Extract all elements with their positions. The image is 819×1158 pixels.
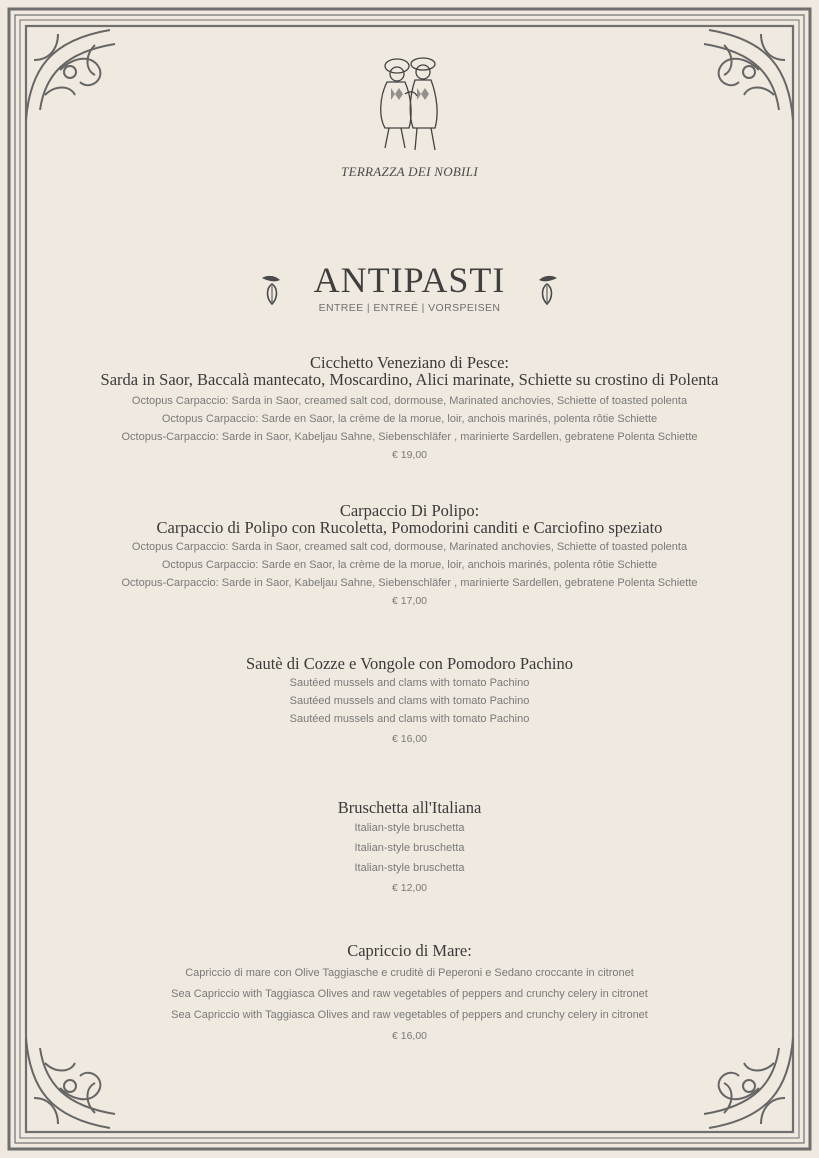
nobles-illustration-icon (365, 48, 455, 158)
dish-description: Italian-style bruschetta (354, 842, 465, 854)
dish-description: Octopus Carpaccio: Sarda in Saor, creamed salt cod, dormouse, Marinated anchovies, Schiette of toasted polenta (131, 541, 688, 553)
dish-item (40, 799, 779, 898)
dish-price: € 12,00 (391, 882, 428, 894)
dish-description: Octopus Carpaccio: Sarde en Saor, la crème de la morue, loir, anchois marinés, polenta rôtie Schiette (161, 559, 658, 571)
dish-name: Capriccio di Mare: (347, 941, 472, 960)
dish-item (40, 502, 779, 610)
logo (0, 48, 819, 180)
dish-description: Sautéed mussels and clams with tomato Pachino (289, 695, 530, 707)
dish-description: Sautéed mussels and clams with tomato Pachino (289, 677, 530, 689)
dish-description: Italian-style bruschetta (354, 862, 465, 874)
dish-description: Capriccio di mare con Olive Taggiasche e cruditè di Peperoni e Sedano croccante in citronet (185, 967, 634, 979)
dish-name-detail: Carpaccio di Polipo con Rucoletta, Pomodorini canditi e Carciofino speziato (156, 518, 663, 537)
dish-description: Sea Capriccio with Taggiasca Olives and raw vegetables of peppers and crunchy celery in citronet (171, 988, 648, 1000)
dish-description: Sea Capriccio with Taggiasca Olives and raw vegetables of peppers and crunchy celery in citronet (171, 1009, 648, 1021)
dish-name-detail: Sarda in Saor, Baccalà mantecato, Moscardino, Alici marinate, Schiette su crostino di Polenta (100, 370, 719, 389)
section-subtitle: ENTREE | ENTREÉ | VORSPEISEN (318, 302, 501, 314)
dish-name: Carpaccio Di Polipo: (339, 501, 480, 520)
dish-description: Octopus Carpaccio: Sarde en Saor, la crème de la morue, loir, anchois marinés, polenta rôtie Schiette (161, 413, 658, 425)
dish-item (40, 942, 779, 1047)
dish-description: Sautéed mussels and clams with tomato Pachino (289, 713, 530, 725)
dish-item (40, 655, 779, 748)
dish-name: Cicchetto Veneziano di Pesce: (309, 353, 509, 372)
dish-price: € 17,00 (391, 595, 428, 607)
dish-description: Octopus Carpaccio: Sarda in Saor, creamed salt cod, dormouse, Marinated anchovies, Schiette of toasted polenta (131, 395, 688, 407)
dish-name: Sautè di Cozze e Vongole con Pomodoro Pachino (245, 654, 574, 673)
dish-price: € 19,00 (391, 449, 428, 461)
dish-description: Italian-style bruschetta (354, 822, 465, 834)
dish-price: € 16,00 (391, 1030, 428, 1042)
section-title: ANTIPASTI (313, 260, 506, 300)
dish-item (40, 354, 779, 464)
section-heading (0, 260, 819, 314)
brand-name: TERRAZZA DEI NOBILI (341, 164, 478, 179)
dish-price: € 16,00 (391, 733, 428, 745)
dish-description: Octopus-Carpaccio: Sarde in Saor, Kabeljau Sahne, Siebenschläfer , marinierte Sardellen, gebratene Polenta Schiette (121, 431, 698, 443)
dish-description: Octopus-Carpaccio: Sarde in Saor, Kabeljau Sahne, Siebenschläfer , marinierte Sardellen, gebratene Polenta Schiette (121, 577, 698, 589)
dish-name: Bruschetta all'Italiana (337, 798, 482, 817)
